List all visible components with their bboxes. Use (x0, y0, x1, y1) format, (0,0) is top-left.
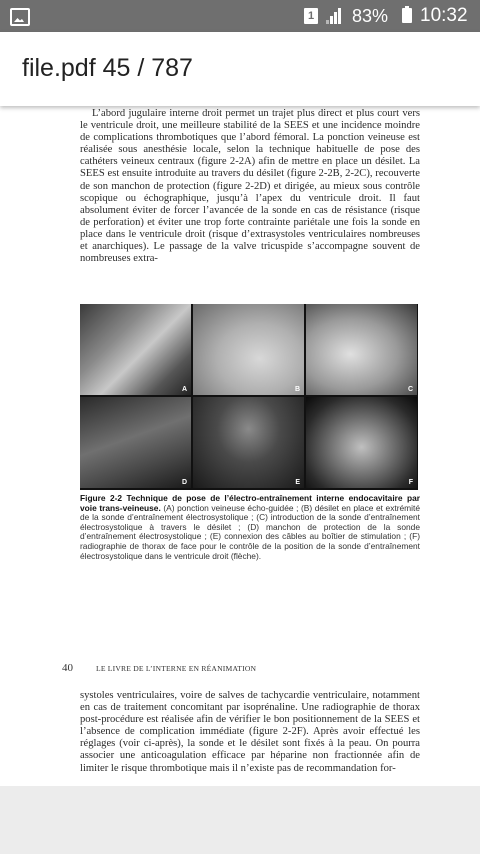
body-paragraph: L’abord jugulaire interne droit permet un trajet plus direct et plus court vers le ventricule droit, une meilleure stabilité de la SEES et une incidence moindre de complications thrombotiques que l’abord fémoral. La ponction veineuse est réalisée sous anesthésie locale, selon la technique habituelle de pose des cathéters veineux centraux (figure 2-2A) afin de mettre en place un désilet. La SEES est ensuite introduite au travers du désilet (figure 2-2B, 2-2C), recouverte de son manchon de protection (figure 2-2D) et dirigée, au mieux sous contrôle scopique ou échographique, jusqu’à l’apex du ventricule droit. Il faut absolument éviter de forcer l’avancée de la sonde en cas de résistance (risque de perforation) et éviter une trop forte contrainte pariétale une fois la sonde en place dans le ventricule droit (risque d’extrasystoles ventriculaires nombreuses et anarchiques). Le passage de la valve tricuspide s’accompagne souvent de nombreuses extra- (80, 108, 420, 265)
caption-title: Technique de pose de l’électro-entraînement interne endocavitaire par voie trans-veineuse. (80, 493, 420, 513)
pdf-page[interactable] (0, 106, 480, 786)
status-bar (0, 0, 480, 32)
clock: 10:32 (420, 5, 468, 26)
figure-panel-e: E (193, 397, 304, 488)
battery-icon (402, 8, 412, 23)
figure-panel-c: C (306, 304, 417, 395)
body-paragraph: systoles ventriculaires, voire de salves de tachycardie ventriculaire, notamment en cas de traitement concomitant par isoprénaline. Une radiographie de thorax post-procédure est réalisée afin de vérifier le bon positionnement de la SEES et l’absence de complication immédiate (figure 2-2F). Après avoir effectué les réglages (voir ci-après), la sonde et le désilet sont fixés à la peau. On pourra associer une anticoagulation efficace par héparine non fractionnée afin de limiter le risque thrombotique mais il n’existe pas de recommandation for- (80, 690, 420, 774)
page-number: 40 (62, 662, 73, 674)
figure-image (80, 304, 418, 490)
sim-card-icon: 1 (304, 8, 318, 24)
app-bar (0, 32, 480, 106)
document-title: file.pdf 45 / 787 (22, 54, 193, 82)
figure-panel-f: F (306, 397, 417, 488)
figure-panel-a: A (80, 304, 191, 395)
caption-body: (A) ponction veineuse écho-guidée ; (B) désilet en place et extrémité de la sonde d’entraînement électrosystolique ; (C) introduction de la sonde d’entraînement électrosystolique à travers le désilet ; (D) manchon de protection de la sonde d’entraînement électrosystolique ; (E) connexion des câbles au boîtier de stimulation ; (F) radiographie de thorax de face pour le contrôle de la position de la sonde d’entraînement électrosystolique dans le ventricule droit (flèche). (80, 502, 421, 561)
figure-caption (80, 494, 420, 561)
figure-panel-d: D (80, 397, 191, 488)
figure-panel-b: B (193, 304, 304, 395)
gallery-notification-icon (10, 8, 30, 26)
battery-percent: 83% (352, 6, 389, 26)
running-head: LE LIVRE DE L’INTERNE EN RÉANIMATION (96, 664, 257, 673)
caption-label: Figure 2-2 (80, 493, 123, 503)
signal-strength-icon (326, 8, 344, 24)
